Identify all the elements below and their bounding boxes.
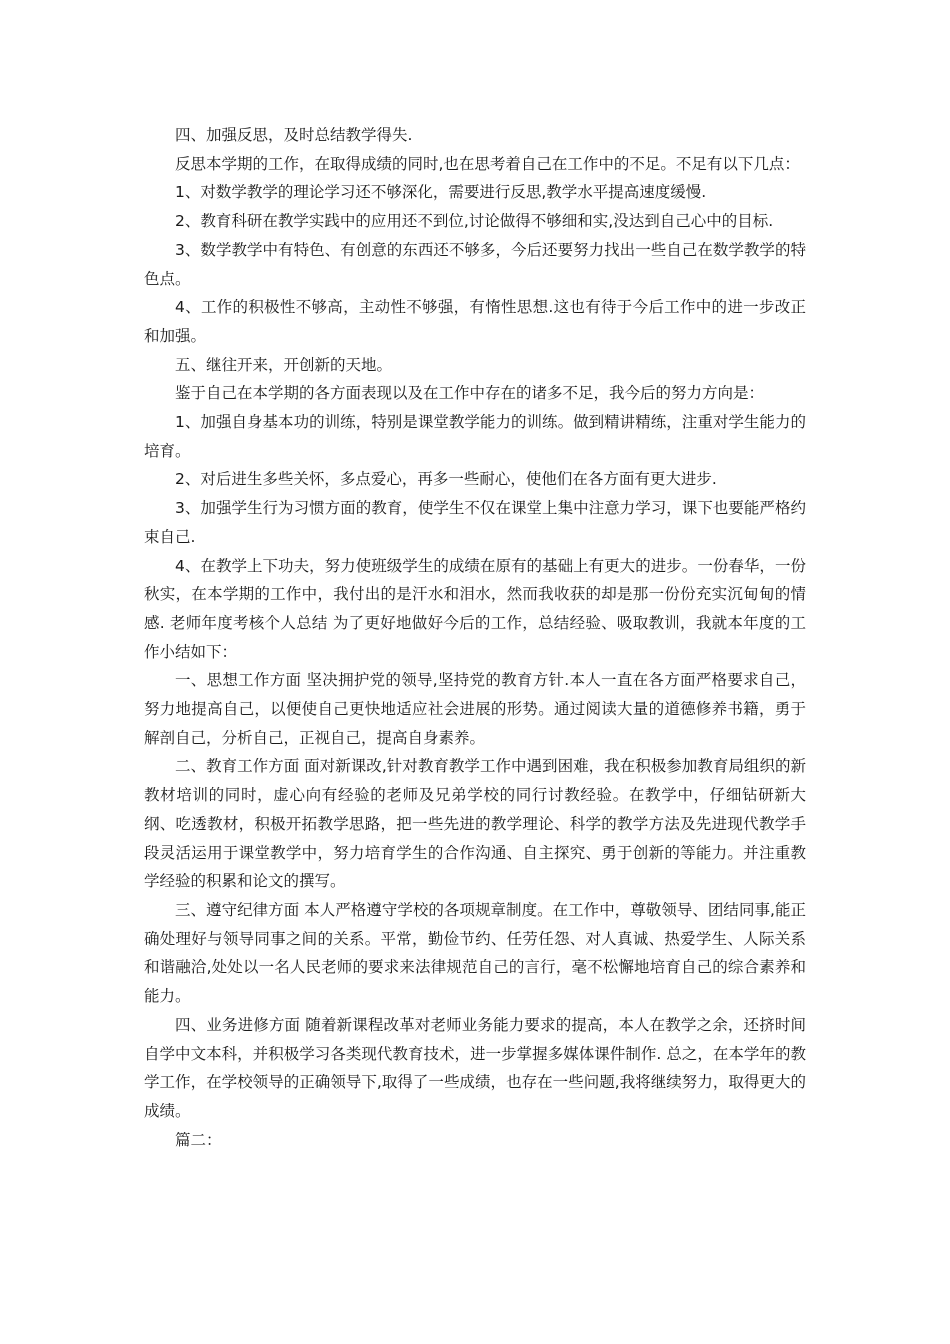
paragraph-education: 二、教育工作方面 面对新课改,针对教育教学工作中遇到困难，我在积极参加教育局组织的新教材培训的同时，虚心向有经验的老师及兄弟学校的同行讨教经验。在教学中，仔细钻研新大纲、吃透教材，积极开拓教学思路，把一些先进的教学理论、科学的教学方法及先进现代教学手段灵活运用于课堂教学中，努力培育学生的合作沟通、自主探究、勇于创新的等能力。并注重教学经验的积累和论文的撰写。 bbox=[144, 757, 806, 891]
section-heading-future: 五、继往开来，开创新的天地。 bbox=[175, 355, 393, 374]
section-heading-reflection: 四、加强反思，及时总结教学得失. bbox=[175, 126, 413, 144]
paragraph-discipline: 三、遵守纪律方面 本人严格遵守学校的各项规章制度。在工作中，尊敬领导、团结同事,能正确处理好与领导同事之间的关系。平常，勤俭节约、任劳任怨、对人真诚、热爱学生、人际关系和谐融洽,处处以一名人民老师的要求来法律规范自己的言行，毫不松懈地培育自己的综合素养和能力。 bbox=[144, 900, 806, 1006]
paragraph: 鉴于自己在本学期的各方面表现以及在工作中存在的诸多不足，我今后的努力方向是： bbox=[175, 384, 765, 403]
section-heading-part-two: 篇二： bbox=[175, 1130, 222, 1149]
list-item: 2、教育科研在教学实践中的应用还不到位,讨论做得不够细和实,没达到自己心中的目标. bbox=[175, 212, 774, 231]
list-item: 1、对数学教学的理论学习还不够深化，需要进行反思,教学水平提高速度缓慢. bbox=[175, 183, 707, 202]
list-item: 4、在教学上下功夫，努力使班级学生的成绩在原有的基础上有更大的进步。一份春华，一份秋实，在本学期的工作中，我付出的是汗水和泪水，然而我收获的却是那一份份充实沉甸甸的情感. 老师年度考核个人总结 为了更好地做好今后的工作，总结经验、吸取教训，我就本年度的工作小结如下： bbox=[144, 556, 806, 661]
paragraph-ideology: 一、思想工作方面 坚决拥护党的领导,坚持党的教育方针.本人一直在各方面严格要求自己，努力地提高自己，以便使自己更快地适应社会进展的形势。通过阅读大量的道德修养书籍，勇于解剖自己，分析自己，正视自己，提高自身素养。 bbox=[144, 671, 806, 747]
paragraph: 反思本学期的工作，在取得成绩的同时,也在思考着自己在工作中的不足。不足有以下几点： bbox=[175, 154, 800, 173]
list-item: 4、工作的积极性不够高，主动性不够强，有惰性思想.这也有待于今后工作中的进一步改正和加强。 bbox=[144, 298, 806, 345]
list-item: 2、对后进生多些关怀，多点爱心，再多一些耐心，使他们在各方面有更大进步. bbox=[175, 470, 717, 489]
list-item: 1、加强自身基本功的训练，特别是课堂教学能力的训练。做到精讲精练，注重对学生能力的培育。 bbox=[144, 413, 806, 460]
paragraph-training: 四、业务进修方面 随着新课程改革对老师业务能力要求的提高，本人在教学之余，还挤时间自学中文本科，并积极学习各类现代教育技术，进一步掌握多媒体课件制作. 总之，在本学年的教学工作，在学校领导的正确领导下,取得了一些成绩，也存在一些问题,我将继续努力，取得更大的成绩。 bbox=[144, 1015, 806, 1120]
list-item: 3、加强学生行为习惯方面的教育，使学生不仅在课堂上集中注意力学习，课下也要能严格约束自己. bbox=[144, 499, 806, 546]
document-body bbox=[144, 121, 806, 1154]
list-item: 3、数学教学中有特色、有创意的东西还不够多，今后还要努力找出一些自己在数学教学的特色点。 bbox=[144, 240, 806, 288]
